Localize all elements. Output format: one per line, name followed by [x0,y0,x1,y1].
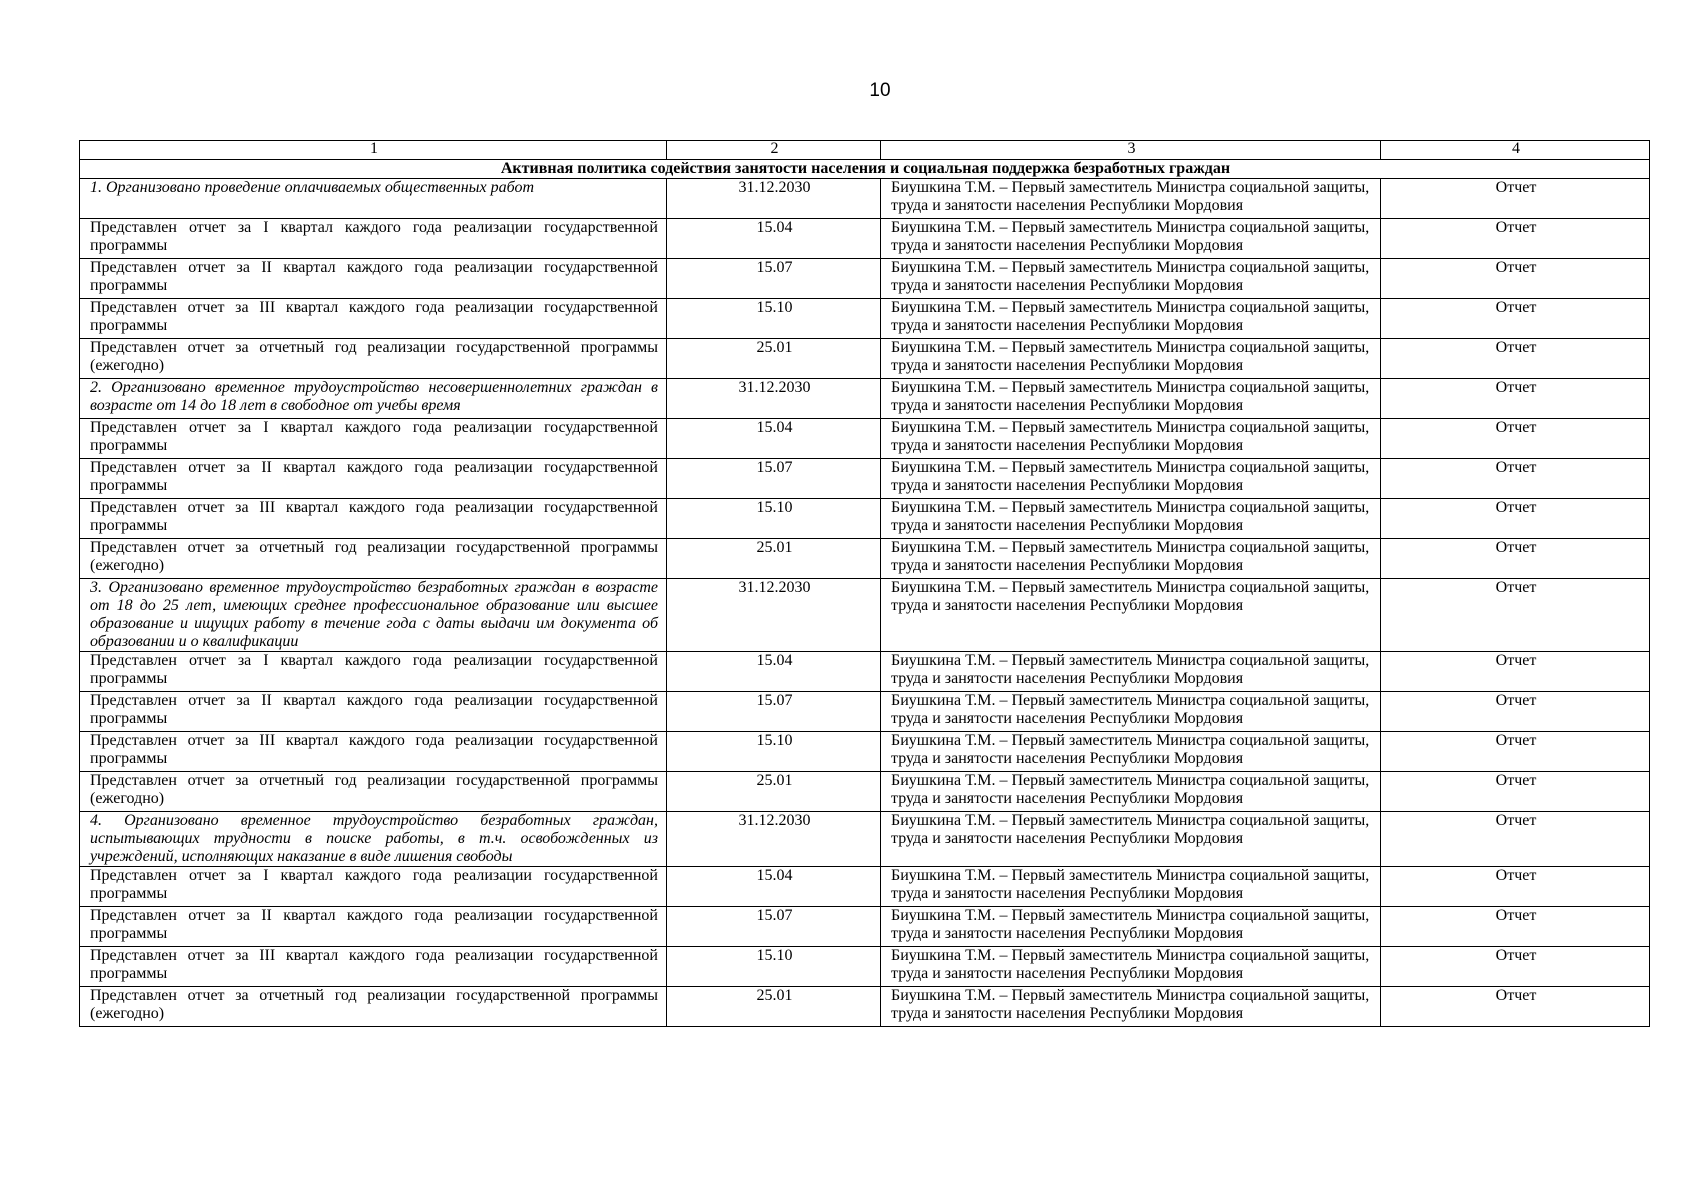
result-type: Отчет [1381,459,1650,499]
activity-description: Представлен отчет за III квартал каждого года реализации государственной программы [80,299,667,339]
activity-description: Представлен отчет за I квартал каждого года реализации государственной программы [80,419,667,459]
activity-description: Представлен отчет за I квартал каждого года реализации государственной программы [80,867,667,907]
activity-description: Представлен отчет за отчетный год реализации государственной программы (ежегодно) [80,339,667,379]
responsible-person: Биушкина Т.М. – Первый заместитель Министра социальной защиты, труда и занятости населения Республики Мордовия [881,987,1381,1027]
result-type: Отчет [1381,987,1650,1027]
responsible-person: Биушкина Т.М. – Первый заместитель Министра социальной защиты, труда и занятости населения Республики Мордовия [881,947,1381,987]
plan-table [79,140,1650,1027]
result-type: Отчет [1381,179,1650,219]
result-type: Отчет [1381,579,1650,652]
deadline-date: 25.01 [667,987,881,1027]
result-type: Отчет [1381,339,1650,379]
activity-description: Представлен отчет за I квартал каждого года реализации государственной программы [80,219,667,259]
result-type: Отчет [1381,867,1650,907]
section-header-row [80,160,1650,179]
table-row [80,499,1650,539]
table-row [80,339,1650,379]
responsible-person: Биушкина Т.М. – Первый заместитель Министра социальной защиты, труда и занятости населения Республики Мордовия [881,419,1381,459]
responsible-person: Биушкина Т.М. – Первый заместитель Министра социальной защиты, труда и занятости населения Республики Мордовия [881,732,1381,772]
activity-description: Представлен отчет за II квартал каждого года реализации государственной программы [80,692,667,732]
activity-title: 1. Организовано проведение оплачиваемых общественных работ [80,179,667,219]
responsible-person: Биушкина Т.М. – Первый заместитель Министра социальной защиты, труда и занятости населения Республики Мордовия [881,459,1381,499]
responsible-person: Биушкина Т.М. – Первый заместитель Министра социальной защиты, труда и занятости населения Республики Мордовия [881,692,1381,732]
table-row [80,379,1650,419]
result-type: Отчет [1381,299,1650,339]
table-row [80,259,1650,299]
result-type: Отчет [1381,652,1650,692]
table-row [80,692,1650,732]
activity-title: 3. Организовано временное трудоустройство безработных граждан в возрасте от 18 до 25 лет, имеющих среднее профессиональное образование или высшее образование и ищущих работу в течение года с даты выдачи им документа об образовании и о квалификации [80,579,667,652]
result-type: Отчет [1381,539,1650,579]
activity-description: Представлен отчет за отчетный год реализации государственной программы (ежегодно) [80,987,667,1027]
table-row [80,299,1650,339]
responsible-person: Биушкина Т.М. – Первый заместитель Министра социальной защиты, труда и занятости населения Республики Мордовия [881,907,1381,947]
result-type: Отчет [1381,692,1650,732]
responsible-person: Биушкина Т.М. – Первый заместитель Министра социальной защиты, труда и занятости населения Республики Мордовия [881,867,1381,907]
result-type: Отчет [1381,419,1650,459]
deadline-date: 15.07 [667,259,881,299]
responsible-person: Биушкина Т.М. – Первый заместитель Министра социальной защиты, труда и занятости населения Республики Мордовия [881,219,1381,259]
responsible-person: Биушкина Т.М. – Первый заместитель Министра социальной защиты, труда и занятости населения Республики Мордовия [881,812,1381,867]
responsible-person: Биушкина Т.М. – Первый заместитель Министра социальной защиты, труда и занятости населения Республики Мордовия [881,772,1381,812]
deadline-date: 31.12.2030 [667,379,881,419]
table-row [80,539,1650,579]
deadline-date: 15.04 [667,419,881,459]
responsible-person: Биушкина Т.М. – Первый заместитель Министра социальной защиты, труда и занятости населения Республики Мордовия [881,379,1381,419]
deadline-date: 25.01 [667,339,881,379]
column-number: 4 [1381,141,1650,160]
result-type: Отчет [1381,379,1650,419]
activity-description: Представлен отчет за I квартал каждого года реализации государственной программы [80,652,667,692]
column-number: 3 [881,141,1381,160]
activity-description: Представлен отчет за отчетный год реализации государственной программы (ежегодно) [80,539,667,579]
deadline-date: 15.10 [667,499,881,539]
table-row [80,772,1650,812]
activity-title: 4. Организовано временное трудоустройство безработных граждан, испытывающих трудности в поиске работы, в т.ч. освобожденных из учреждений, исполняющих наказание в виде лишения свободы [80,812,667,867]
responsible-person: Биушкина Т.М. – Первый заместитель Министра социальной защиты, труда и занятости населения Республики Мордовия [881,339,1381,379]
activity-description: Представлен отчет за III квартал каждого года реализации государственной программы [80,499,667,539]
page-number: 10 [869,80,891,101]
result-type: Отчет [1381,499,1650,539]
activity-description: Представлен отчет за II квартал каждого года реализации государственной программы [80,907,667,947]
responsible-person: Биушкина Т.М. – Первый заместитель Министра социальной защиты, труда и занятости населения Республики Мордовия [881,579,1381,652]
deadline-date: 25.01 [667,539,881,579]
deadline-date: 15.04 [667,867,881,907]
activity-description: Представлен отчет за II квартал каждого года реализации государственной программы [80,259,667,299]
result-type: Отчет [1381,259,1650,299]
table-row [80,579,1650,652]
table-row [80,732,1650,772]
deadline-date: 15.07 [667,692,881,732]
responsible-person: Биушкина Т.М. – Первый заместитель Министра социальной защиты, труда и занятости населения Республики Мордовия [881,299,1381,339]
activity-title: 2. Организовано временное трудоустройство несовершеннолетних граждан в возрасте от 14 до 18 лет в свободное от учебы время [80,379,667,419]
column-number: 2 [667,141,881,160]
deadline-date: 15.07 [667,459,881,499]
result-type: Отчет [1381,947,1650,987]
table-row [80,419,1650,459]
column-number: 1 [80,141,667,160]
table-row [80,812,1650,867]
column-number-row [80,141,1650,160]
activity-description: Представлен отчет за III квартал каждого года реализации государственной программы [80,732,667,772]
responsible-person: Биушкина Т.М. – Первый заместитель Министра социальной защиты, труда и занятости населения Республики Мордовия [881,499,1381,539]
deadline-date: 25.01 [667,772,881,812]
table-row [80,652,1650,692]
activity-description: Представлен отчет за III квартал каждого года реализации государственной программы [80,947,667,987]
table-row [80,867,1650,907]
responsible-person: Биушкина Т.М. – Первый заместитель Министра социальной защиты, труда и занятости населения Республики Мордовия [881,179,1381,219]
table-row [80,907,1650,947]
activity-description: Представлен отчет за отчетный год реализации государственной программы (ежегодно) [80,772,667,812]
result-type: Отчет [1381,907,1650,947]
deadline-date: 15.04 [667,219,881,259]
deadline-date: 15.10 [667,299,881,339]
table-row [80,219,1650,259]
responsible-person: Биушкина Т.М. – Первый заместитель Министра социальной защиты, труда и занятости населения Республики Мордовия [881,539,1381,579]
responsible-person: Биушкина Т.М. – Первый заместитель Министра социальной защиты, труда и занятости населения Республики Мордовия [881,259,1381,299]
result-type: Отчет [1381,772,1650,812]
deadline-date: 15.07 [667,907,881,947]
table-row [80,947,1650,987]
deadline-date: 15.10 [667,947,881,987]
deadline-date: 31.12.2030 [667,812,881,867]
deadline-date: 31.12.2030 [667,579,881,652]
responsible-person: Биушкина Т.М. – Первый заместитель Министра социальной защиты, труда и занятости населения Республики Мордовия [881,652,1381,692]
table-row [80,987,1650,1027]
deadline-date: 31.12.2030 [667,179,881,219]
table-row [80,459,1650,499]
table-row [80,179,1650,219]
section-title: Активная политика содействия занятости населения и социальная поддержка безработных граждан [80,160,1650,179]
deadline-date: 15.10 [667,732,881,772]
result-type: Отчет [1381,732,1650,772]
activity-description: Представлен отчет за II квартал каждого года реализации государственной программы [80,459,667,499]
result-type: Отчет [1381,812,1650,867]
deadline-date: 15.04 [667,652,881,692]
result-type: Отчет [1381,219,1650,259]
